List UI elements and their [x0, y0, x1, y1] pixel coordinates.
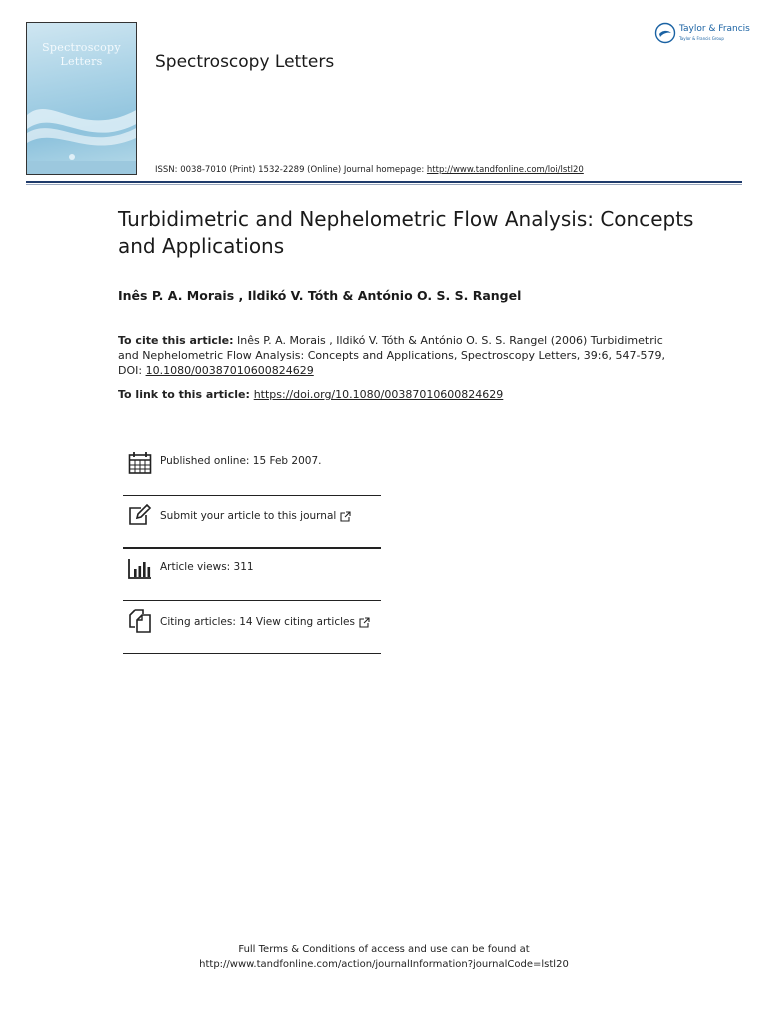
journal-title: Spectroscopy Letters — [155, 52, 335, 72]
citing-articles-text: Citing articles: 14 View citing articles — [160, 616, 355, 628]
copy-documents-icon — [128, 609, 152, 633]
header-rule — [26, 181, 742, 183]
footer-terms-link[interactable]: http://www.tandfonline.com/action/journalInformation?journalCode=lstl20 — [199, 959, 569, 970]
divider — [123, 653, 381, 654]
calendar-icon — [128, 451, 152, 475]
external-link-icon — [340, 511, 351, 522]
submit-article-link[interactable] — [160, 510, 351, 522]
published-online-row — [128, 451, 380, 475]
divider — [123, 495, 381, 496]
journal-cover-image — [26, 22, 137, 175]
divider — [123, 600, 381, 601]
divider — [123, 547, 381, 549]
terms-footer — [0, 942, 768, 972]
submit-article-text: Submit your article to this journal — [160, 510, 337, 522]
publisher-name: Taylor & Francis — [679, 24, 750, 34]
cover-title-line2: Letters — [60, 55, 103, 68]
cite-text: Inês P. A. Morais , Ildikó V. Tóth & António O. S. S. Rangel (2006) Turbidimetric and Nephelometric Flow Analysis: Concepts and Applications, Spectroscopy Letters, 39:6, 547-579, DOI: — [118, 334, 665, 377]
publisher-subtitle: Taylor & Francis Group — [679, 36, 724, 41]
citation-block — [118, 333, 678, 378]
article-views-text: Article views: 311 — [160, 561, 254, 573]
cite-label: To cite this article: — [118, 334, 234, 347]
citing-articles-link[interactable] — [160, 616, 370, 628]
article-authors: Inês P. A. Morais , Ildikó V. Tóth & António O. S. S. Rangel — [118, 288, 522, 303]
issn-text: ISSN: 0038-7010 (Print) 1532-2289 (Online) Journal homepage: — [155, 165, 427, 175]
article-doi-link[interactable]: https://doi.org/10.1080/00387010600824629 — [253, 388, 504, 401]
published-online-text: Published online: 15 Feb 2007. — [160, 455, 322, 467]
article-title: Turbidimetric and Nephelometric Flow Analysis: Concepts and Applications — [118, 207, 694, 258]
header-rule-secondary — [26, 184, 742, 185]
external-link-icon — [359, 617, 370, 628]
link-label: To link to this article: — [118, 388, 254, 401]
submit-article-row[interactable] — [128, 504, 380, 528]
article-views-row — [128, 556, 380, 580]
journal-homepage-link[interactable]: http://www.tandfonline.com/loi/lstl20 — [426, 165, 584, 175]
cover-title-line1: Spectroscopy — [42, 41, 121, 54]
taylor-francis-logo-icon[interactable] — [654, 22, 676, 44]
article-link-line — [118, 388, 503, 401]
footer-line1: Full Terms & Conditions of access and use can be found at — [238, 944, 530, 955]
citing-articles-row[interactable] — [128, 609, 380, 633]
cite-doi-link[interactable]: 10.1080/00387010600824629 — [145, 364, 314, 377]
bar-chart-icon — [128, 556, 152, 580]
issn-line — [155, 165, 584, 175]
edit-icon — [128, 504, 152, 528]
